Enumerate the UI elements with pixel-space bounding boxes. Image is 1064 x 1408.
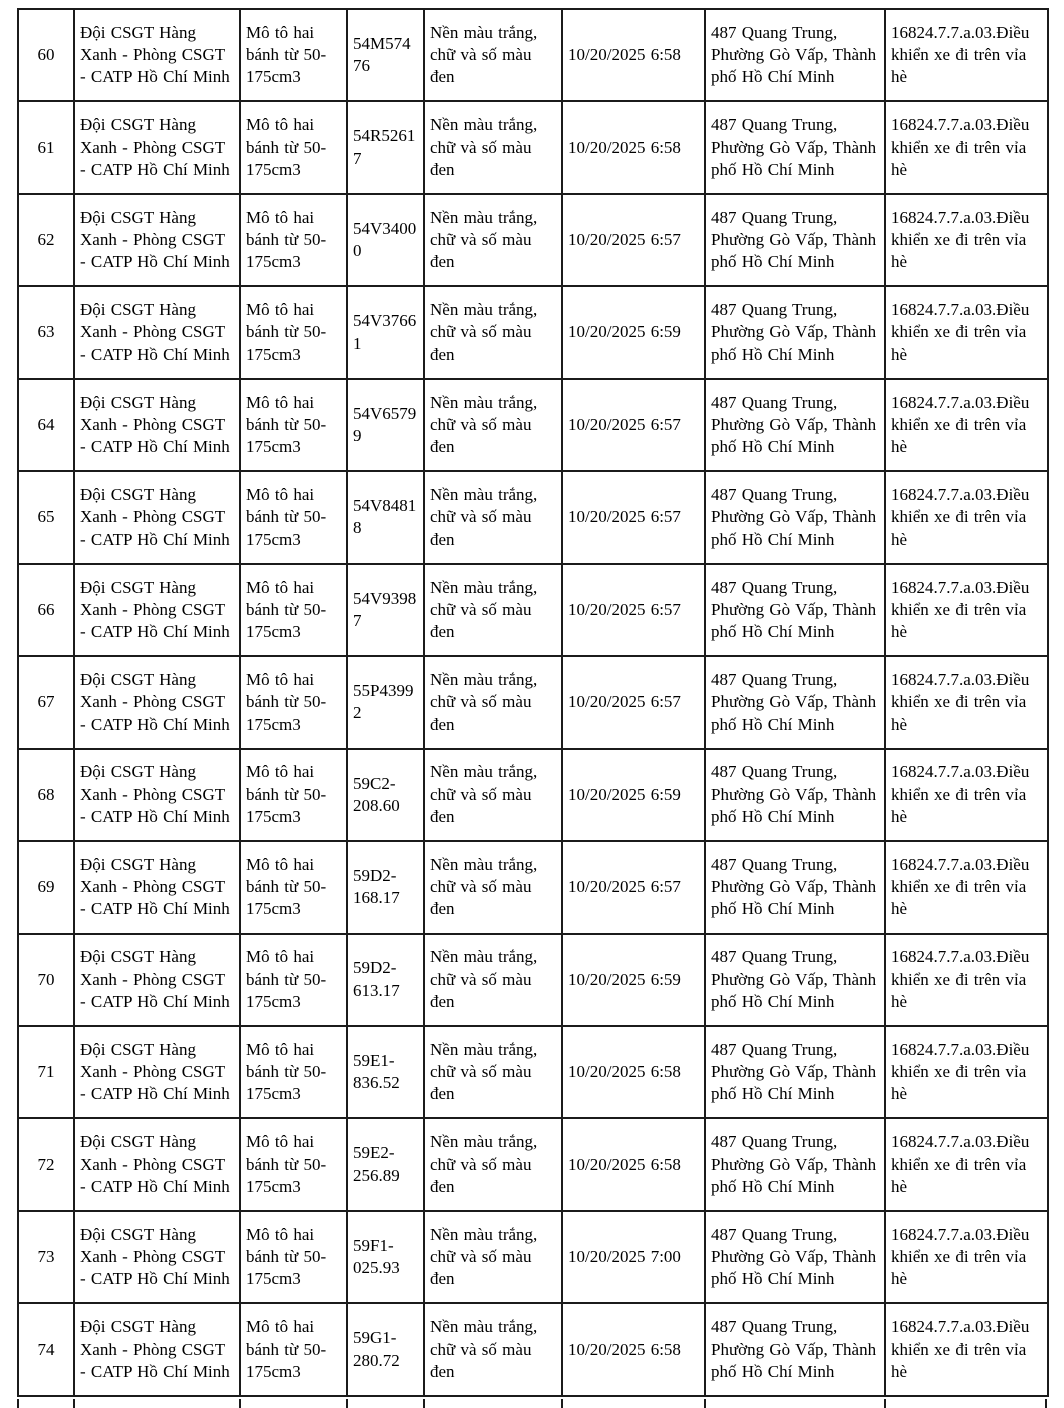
cell-location: 487 Quang Trung, Phường Gò Vấp, Thành phố Hồ Chí Minh: [705, 841, 885, 933]
table-row: [18, 1303, 1048, 1396]
border-stub: [346, 1399, 348, 1408]
table-row: [18, 194, 1048, 286]
cell-license-plate: 54R52617: [347, 101, 424, 193]
cell-vehicle-type: Mô tô hai bánh từ 50-175cm3: [240, 9, 347, 101]
cell-row-number: 69: [18, 841, 74, 933]
cell-police-unit: Đội CSGT Hàng Xanh - Phòng CSGT - CATP Hồ Chí Minh: [74, 1303, 240, 1396]
cell-violation-code: 16824.7.7.a.03.Điều khiển xe đi trên vỉa hè: [885, 841, 1048, 933]
cell-location: 487 Quang Trung, Phường Gò Vấp, Thành phố Hồ Chí Minh: [705, 656, 885, 748]
table-row: [18, 656, 1048, 748]
cell-police-unit: Đội CSGT Hàng Xanh - Phòng CSGT - CATP Hồ Chí Minh: [74, 934, 240, 1026]
cell-vehicle-type: Mô tô hai bánh từ 50-175cm3: [240, 1303, 347, 1396]
cell-police-unit: Đội CSGT Hàng Xanh - Phòng CSGT - CATP Hồ Chí Minh: [74, 286, 240, 378]
cell-vehicle-type: Mô tô hai bánh từ 50-175cm3: [240, 564, 347, 656]
violation-table-body: [18, 9, 1048, 1396]
cell-location: 487 Quang Trung, Phường Gò Vấp, Thành phố Hồ Chí Minh: [705, 471, 885, 563]
cell-plate-color: Nền màu trắng, chữ và số màu đen: [424, 1026, 562, 1118]
table-row: [18, 934, 1048, 1026]
cell-vehicle-type: Mô tô hai bánh từ 50-175cm3: [240, 101, 347, 193]
cell-datetime: 10/20/2025 6:57: [562, 564, 705, 656]
cell-license-plate: 54V34000: [347, 194, 424, 286]
cell-location: 487 Quang Trung, Phường Gò Vấp, Thành phố Hồ Chí Minh: [705, 286, 885, 378]
cell-license-plate: 54V84818: [347, 471, 424, 563]
cell-row-number: 61: [18, 101, 74, 193]
cell-license-plate: 54V65799: [347, 379, 424, 471]
cell-vehicle-type: Mô tô hai bánh từ 50-175cm3: [240, 1026, 347, 1118]
cell-violation-code: 16824.7.7.a.03.Điều khiển xe đi trên vỉa hè: [885, 379, 1048, 471]
cell-plate-color: Nền màu trắng, chữ và số màu đen: [424, 749, 562, 841]
cell-license-plate: 59G1-280.72: [347, 1303, 424, 1396]
border-stub: [561, 1399, 563, 1408]
cell-row-number: 72: [18, 1118, 74, 1210]
cell-vehicle-type: Mô tô hai bánh từ 50-175cm3: [240, 1211, 347, 1303]
table-row: [18, 286, 1048, 378]
border-stub: [884, 1399, 886, 1408]
cell-plate-color: Nền màu trắng, chữ và số màu đen: [424, 1303, 562, 1396]
cell-police-unit: Đội CSGT Hàng Xanh - Phòng CSGT - CATP Hồ Chí Minh: [74, 841, 240, 933]
cell-row-number: 71: [18, 1026, 74, 1118]
cell-plate-color: Nền màu trắng, chữ và số màu đen: [424, 194, 562, 286]
cell-violation-code: 16824.7.7.a.03.Điều khiển xe đi trên vỉa hè: [885, 749, 1048, 841]
cell-police-unit: Đội CSGT Hàng Xanh - Phòng CSGT - CATP Hồ Chí Minh: [74, 1026, 240, 1118]
table-row: [18, 101, 1048, 193]
cell-datetime: 10/20/2025 6:57: [562, 194, 705, 286]
cell-datetime: 10/20/2025 6:57: [562, 471, 705, 563]
cell-violation-code: 16824.7.7.a.03.Điều khiển xe đi trên vỉa hè: [885, 1026, 1048, 1118]
cell-location: 487 Quang Trung, Phường Gò Vấp, Thành phố Hồ Chí Minh: [705, 194, 885, 286]
table-row: [18, 379, 1048, 471]
table-row: [18, 564, 1048, 656]
cell-row-number: 67: [18, 656, 74, 748]
cell-plate-color: Nền màu trắng, chữ và số màu đen: [424, 9, 562, 101]
table-row: [18, 841, 1048, 933]
cell-location: 487 Quang Trung, Phường Gò Vấp, Thành phố Hồ Chí Minh: [705, 379, 885, 471]
cell-violation-code: 16824.7.7.a.03.Điều khiển xe đi trên vỉa hè: [885, 194, 1048, 286]
cell-plate-color: Nền màu trắng, chữ và số màu đen: [424, 101, 562, 193]
cell-police-unit: Đội CSGT Hàng Xanh - Phòng CSGT - CATP Hồ Chí Minh: [74, 9, 240, 101]
cell-datetime: 10/20/2025 6:58: [562, 1026, 705, 1118]
cell-location: 487 Quang Trung, Phường Gò Vấp, Thành phố Hồ Chí Minh: [705, 1026, 885, 1118]
table-row: [18, 749, 1048, 841]
cell-license-plate: 54V37661: [347, 286, 424, 378]
cell-plate-color: Nền màu trắng, chữ và số màu đen: [424, 934, 562, 1026]
table-row: [18, 1211, 1048, 1303]
cell-location: 487 Quang Trung, Phường Gò Vấp, Thành phố Hồ Chí Minh: [705, 9, 885, 101]
cell-row-number: 60: [18, 9, 74, 101]
cell-datetime: 10/20/2025 7:00: [562, 1211, 705, 1303]
cell-police-unit: Đội CSGT Hàng Xanh - Phòng CSGT - CATP Hồ Chí Minh: [74, 564, 240, 656]
cell-datetime: 10/20/2025 6:58: [562, 1303, 705, 1396]
cell-police-unit: Đội CSGT Hàng Xanh - Phòng CSGT - CATP Hồ Chí Minh: [74, 1118, 240, 1210]
cell-violation-code: 16824.7.7.a.03.Điều khiển xe đi trên vỉa hè: [885, 286, 1048, 378]
cell-violation-code: 16824.7.7.a.03.Điều khiển xe đi trên vỉa hè: [885, 101, 1048, 193]
cell-location: 487 Quang Trung, Phường Gò Vấp, Thành phố Hồ Chí Minh: [705, 1303, 885, 1396]
cell-police-unit: Đội CSGT Hàng Xanh - Phòng CSGT - CATP Hồ Chí Minh: [74, 749, 240, 841]
cell-vehicle-type: Mô tô hai bánh từ 50-175cm3: [240, 841, 347, 933]
table-row: [18, 1118, 1048, 1210]
cell-row-number: 70: [18, 934, 74, 1026]
table-row: [18, 9, 1048, 101]
table-row: [18, 471, 1048, 563]
cell-row-number: 64: [18, 379, 74, 471]
cell-police-unit: Đội CSGT Hàng Xanh - Phòng CSGT - CATP Hồ Chí Minh: [74, 1211, 240, 1303]
cell-datetime: 10/20/2025 6:59: [562, 749, 705, 841]
cell-police-unit: Đội CSGT Hàng Xanh - Phòng CSGT - CATP Hồ Chí Minh: [74, 471, 240, 563]
cell-police-unit: Đội CSGT Hàng Xanh - Phòng CSGT - CATP Hồ Chí Minh: [74, 656, 240, 748]
cell-license-plate: 59E2-256.89: [347, 1118, 424, 1210]
cell-datetime: 10/20/2025 6:57: [562, 841, 705, 933]
cell-police-unit: Đội CSGT Hàng Xanh - Phòng CSGT - CATP Hồ Chí Minh: [74, 194, 240, 286]
cell-vehicle-type: Mô tô hai bánh từ 50-175cm3: [240, 379, 347, 471]
cell-violation-code: 16824.7.7.a.03.Điều khiển xe đi trên vỉa hè: [885, 564, 1048, 656]
cell-police-unit: Đội CSGT Hàng Xanh - Phòng CSGT - CATP Hồ Chí Minh: [74, 101, 240, 193]
cell-plate-color: Nền màu trắng, chữ và số màu đen: [424, 656, 562, 748]
cell-vehicle-type: Mô tô hai bánh từ 50-175cm3: [240, 194, 347, 286]
cell-row-number: 66: [18, 564, 74, 656]
border-stub: [17, 1399, 19, 1408]
cell-license-plate: 59F1-025.93: [347, 1211, 424, 1303]
cell-datetime: 10/20/2025 6:58: [562, 9, 705, 101]
cell-violation-code: 16824.7.7.a.03.Điều khiển xe đi trên vỉa hè: [885, 1211, 1048, 1303]
cell-datetime: 10/20/2025 6:58: [562, 101, 705, 193]
cell-violation-code: 16824.7.7.a.03.Điều khiển xe đi trên vỉa hè: [885, 1303, 1048, 1396]
cell-datetime: 10/20/2025 6:57: [562, 379, 705, 471]
cell-row-number: 73: [18, 1211, 74, 1303]
violation-table: [17, 8, 1049, 1397]
cell-license-plate: 54M57476: [347, 9, 424, 101]
cell-vehicle-type: Mô tô hai bánh từ 50-175cm3: [240, 286, 347, 378]
cell-location: 487 Quang Trung, Phường Gò Vấp, Thành phố Hồ Chí Minh: [705, 1118, 885, 1210]
table-row: [18, 1026, 1048, 1118]
cell-license-plate: 54V93987: [347, 564, 424, 656]
cell-datetime: 10/20/2025 6:57: [562, 656, 705, 748]
cell-location: 487 Quang Trung, Phường Gò Vấp, Thành phố Hồ Chí Minh: [705, 564, 885, 656]
cell-license-plate: 55P43992: [347, 656, 424, 748]
cell-location: 487 Quang Trung, Phường Gò Vấp, Thành phố Hồ Chí Minh: [705, 1211, 885, 1303]
cell-plate-color: Nền màu trắng, chữ và số màu đen: [424, 286, 562, 378]
cell-row-number: 62: [18, 194, 74, 286]
cell-vehicle-type: Mô tô hai bánh từ 50-175cm3: [240, 471, 347, 563]
cell-plate-color: Nền màu trắng, chữ và số màu đen: [424, 564, 562, 656]
border-stub: [423, 1399, 425, 1408]
border-stub: [239, 1399, 241, 1408]
cell-plate-color: Nền màu trắng, chữ và số màu đen: [424, 1118, 562, 1210]
cell-row-number: 68: [18, 749, 74, 841]
cell-vehicle-type: Mô tô hai bánh từ 50-175cm3: [240, 934, 347, 1026]
cell-violation-code: 16824.7.7.a.03.Điều khiển xe đi trên vỉa hè: [885, 656, 1048, 748]
cell-license-plate: 59C2-208.60: [347, 749, 424, 841]
cell-license-plate: 59E1-836.52: [347, 1026, 424, 1118]
cell-plate-color: Nền màu trắng, chữ và số màu đen: [424, 1211, 562, 1303]
cell-vehicle-type: Mô tô hai bánh từ 50-175cm3: [240, 656, 347, 748]
cell-datetime: 10/20/2025 6:59: [562, 286, 705, 378]
cell-datetime: 10/20/2025 6:58: [562, 1118, 705, 1210]
cell-plate-color: Nền màu trắng, chữ và số màu đen: [424, 379, 562, 471]
cell-violation-code: 16824.7.7.a.03.Điều khiển xe đi trên vỉa hè: [885, 934, 1048, 1026]
cell-police-unit: Đội CSGT Hàng Xanh - Phòng CSGT - CATP Hồ Chí Minh: [74, 379, 240, 471]
cell-plate-color: Nền màu trắng, chữ và số màu đen: [424, 471, 562, 563]
cell-datetime: 10/20/2025 6:59: [562, 934, 705, 1026]
border-stub: [73, 1399, 75, 1408]
cell-license-plate: 59D2-613.17: [347, 934, 424, 1026]
cell-row-number: 65: [18, 471, 74, 563]
border-stub: [1045, 1399, 1047, 1408]
cell-violation-code: 16824.7.7.a.03.Điều khiển xe đi trên vỉa hè: [885, 9, 1048, 101]
cell-license-plate: 59D2-168.17: [347, 841, 424, 933]
cell-location: 487 Quang Trung, Phường Gò Vấp, Thành phố Hồ Chí Minh: [705, 101, 885, 193]
cell-plate-color: Nền màu trắng, chữ và số màu đen: [424, 841, 562, 933]
cell-row-number: 63: [18, 286, 74, 378]
cell-violation-code: 16824.7.7.a.03.Điều khiển xe đi trên vỉa hè: [885, 471, 1048, 563]
cell-location: 487 Quang Trung, Phường Gò Vấp, Thành phố Hồ Chí Minh: [705, 934, 885, 1026]
cell-location: 487 Quang Trung, Phường Gò Vấp, Thành phố Hồ Chí Minh: [705, 749, 885, 841]
cell-vehicle-type: Mô tô hai bánh từ 50-175cm3: [240, 1118, 347, 1210]
border-stub: [704, 1399, 706, 1408]
cell-row-number: 74: [18, 1303, 74, 1396]
cell-vehicle-type: Mô tô hai bánh từ 50-175cm3: [240, 749, 347, 841]
cell-violation-code: 16824.7.7.a.03.Điều khiển xe đi trên vỉa hè: [885, 1118, 1048, 1210]
